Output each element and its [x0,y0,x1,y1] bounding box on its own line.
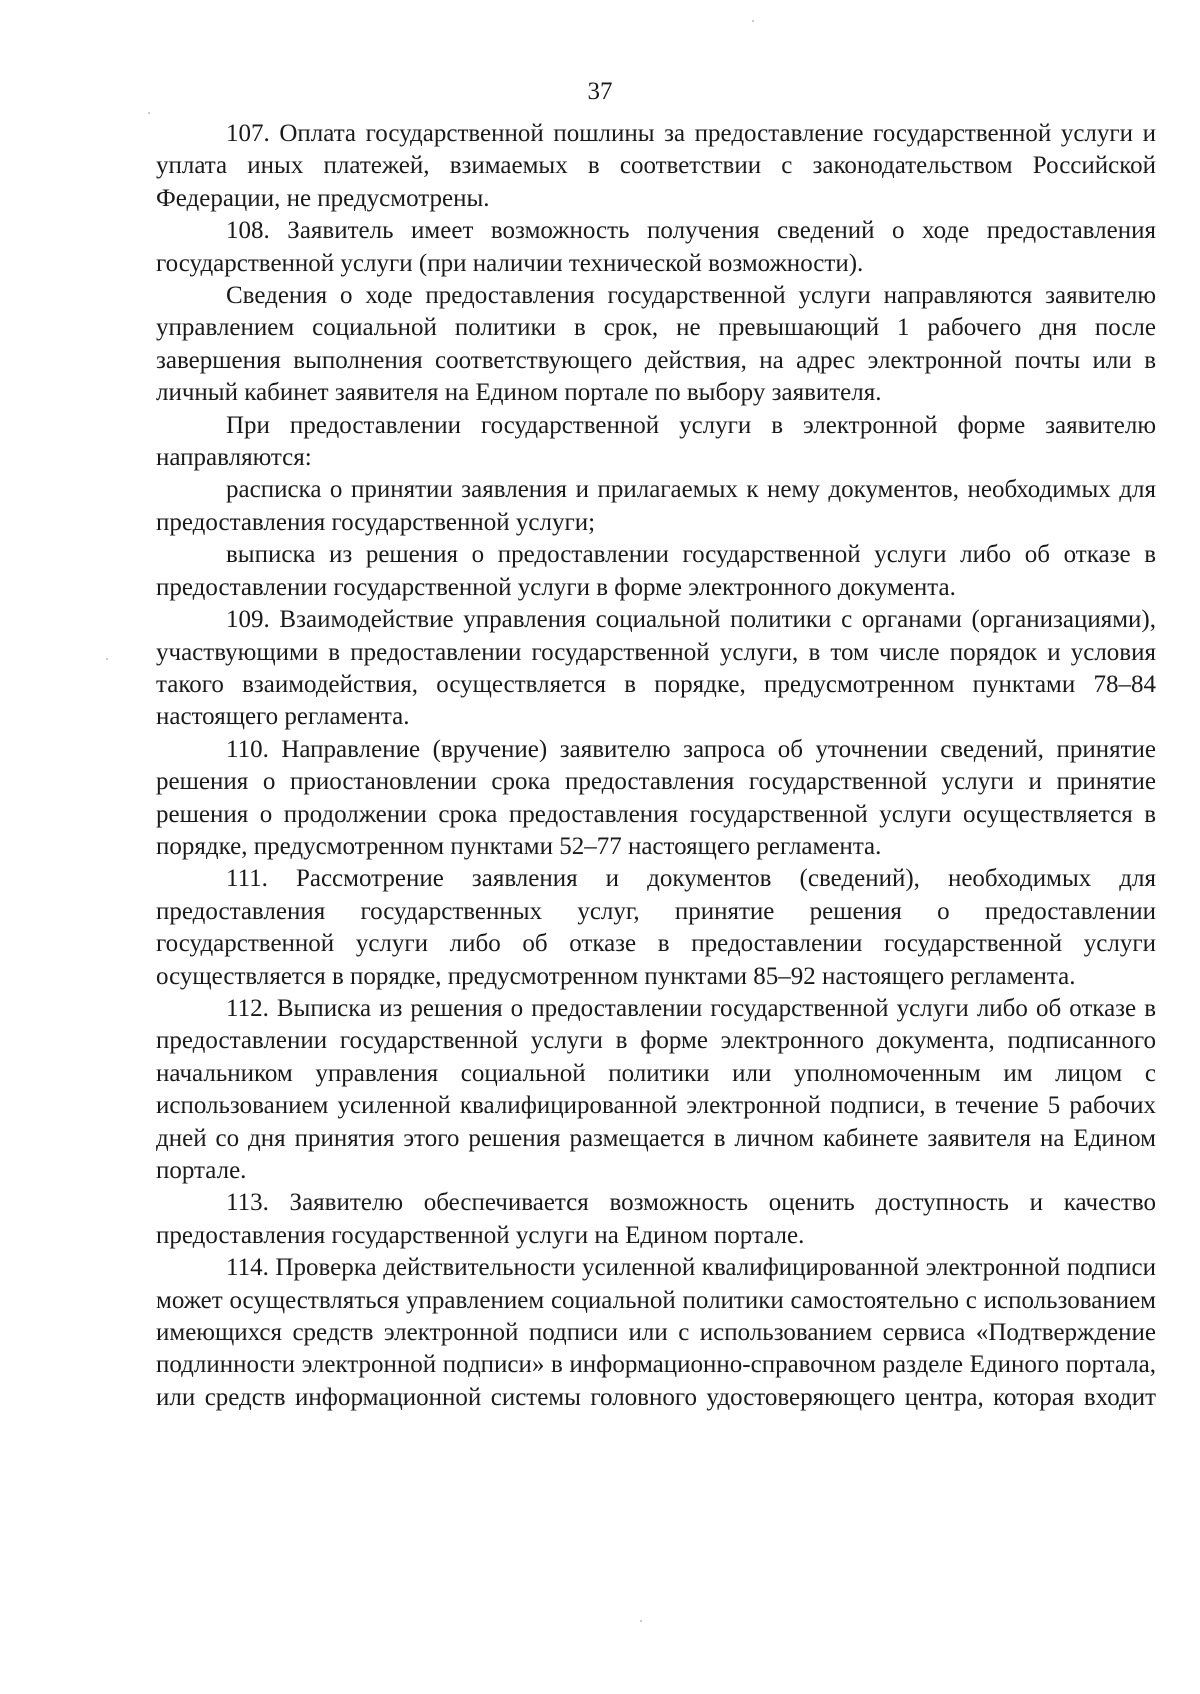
paragraph-111: 111. Рассмотрение заявления и документов (сведений), необходимых для предоставления государственных услуг, принятие решения о предоставлении государственной услуги либо об отказе в предоставлении государственной услуги осуществляется в порядке, предусмотренном пунктами 85–92 настоящего регламента. [156,865,1156,990]
document-body [156,118,1156,1414]
paragraph-110: 110. Направление (вручение) заявителю запроса об уточнении сведений, принятие решения о приостановлении срока предоставления государственной услуги и принятие решения о продолжении срока предоставления государственной услуги осуществляется в порядке, предусмотренном пунктами 52–77 настоящего регламента. [156,735,1156,860]
scan-speck [640,1620,642,1622]
page-number: 37 [587,78,613,105]
paragraph-108-electronic: При предоставлении государственной услуги в электронной форме заявителю направляются: [156,411,1156,472]
paragraph-108-info: Сведения о ходе предоставления государственной услуги направляются заявителю управлением социальной политики в срок, не превышающий 1 рабочего дня после завершения выполнения соответствующего действия, на адрес электронной почты или в личный кабинет заявителя на Едином портале по выбору заявителя. [156,282,1156,407]
paragraph-108-receipt: расписка о принятии заявления и прилагаемых к нему документов, необходимых для предоставления государственной услуги; [156,476,1156,536]
scan-speck [106,658,108,660]
paragraph-112: 112. Выписка из решения о предоставлении государственной услуги либо об отказе в предоставлении государственной услуги в форме электронного документа, подписанного начальником управления социальной политики или уполномоченным им лицом с использованием усиленной квалифицированной электронной подписи, в течение 5 рабочих дней со дня принятия этого решения размещается в личном кабинете заявителя на Едином портале. [156,994,1156,1184]
scan-speck [752,20,754,22]
paragraph-113: 113. Заявителю обеспечивается возможность оценить доступность и качество предоставления государственной услуги на Едином портале. [156,1189,1156,1249]
paragraph-114: 114. Проверка действительности усиленной квалифицированной электронной подписи может осуществляться управлением социальной политики самостоятельно с использованием имеющихся средств электронной подписи или с использованием сервиса «Подтверждение подлинности электронной подписи» в информационно-справочном разделе Единого портала, или средств информационной системы головного удостоверяющего центра, которая входит [156,1254,1156,1411]
paragraph-109: 109. Взаимодействие управления социальной политики с органами (организациями), участвующими в предоставлении государственной услуги, в том числе порядок и условия такого взаимодействия, осуществляется в порядке, предусмотренном пунктами 78–84 настоящего регламента. [156,606,1156,731]
paragraph-107: 107. Оплата государственной пошлины за предоставление государственной услуги и уплата иных платежей, взимаемых в соответствии с законодательством Российской Федерации, не предусмотрены. [156,120,1156,212]
paragraph-108-extract: выписка из решения о предоставлении государственной услуги либо об отказе в предоставлении государственной услуги в форме электронного документа. [156,541,1156,601]
paragraph-108: 108. Заявитель имеет возможность получения сведений о ходе предоставления государственной услуги (при наличии технической возможности). [156,217,1156,277]
scan-speck [148,112,150,114]
